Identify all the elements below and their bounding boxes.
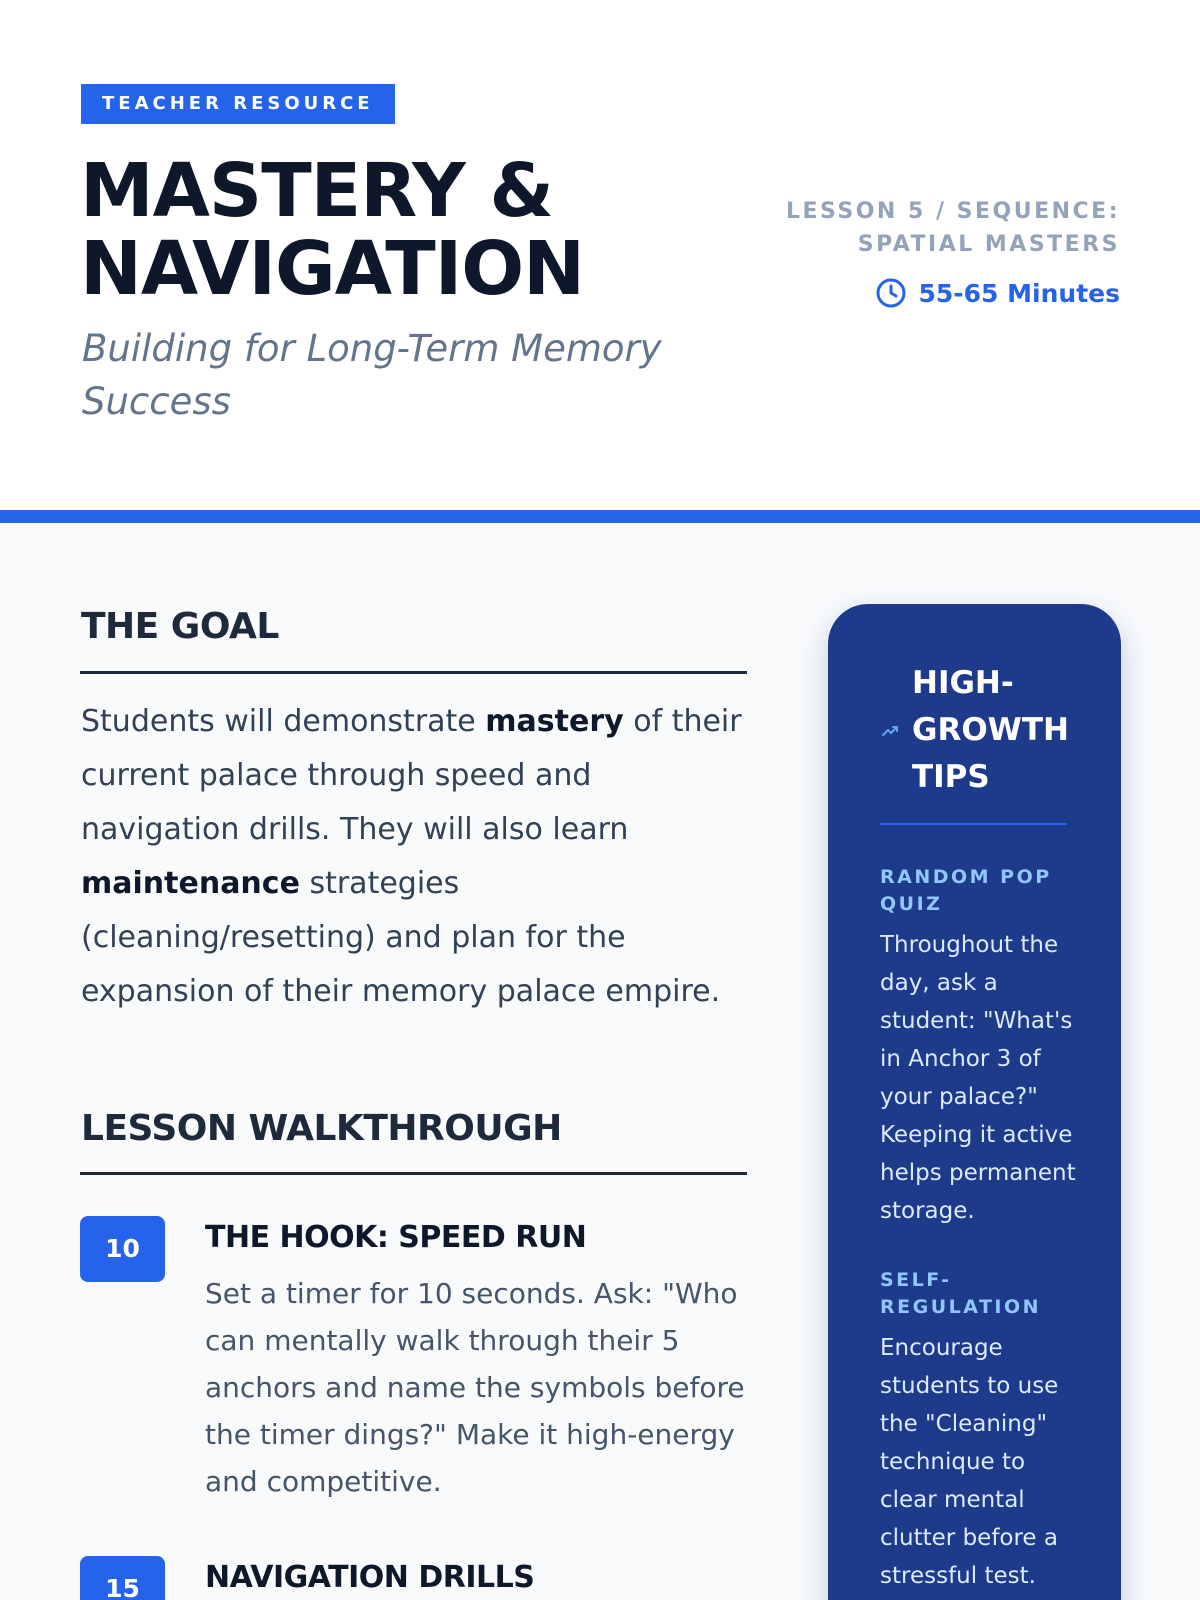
- tip-body: Throughout the day, ask a student: "What's in Anchor 3 of your palace?" Keeping it active helps permanent storage.: [880, 932, 1076, 1224]
- lesson-sequence-name: SPATIAL MASTERS: [857, 232, 1120, 257]
- step-minutes-badge: 15: [80, 1556, 165, 1600]
- step-title: NAVIGATION DRILLS: [205, 1560, 535, 1595]
- goal-heading: THE GOAL: [81, 606, 279, 647]
- goal-text-part-3: strategies (cleaning/resetting) and plan for the expansion of their memory palace empire.: [81, 866, 721, 1009]
- title-line-2: NAVIGATION: [80, 226, 585, 312]
- lesson-duration: [760, 277, 1120, 309]
- tips-title: HIGH-GROWTH TIPS: [912, 665, 1069, 795]
- tip-label: RANDOM POP QUIZ: [880, 866, 1052, 915]
- tips-header: [880, 660, 1100, 801]
- tip-label: SELF-REGULATION: [880, 1269, 1042, 1318]
- lesson-sequence-line: LESSON 5 / SEQUENCE:: [785, 199, 1120, 224]
- walkthrough-heading-rule: [80, 1172, 747, 1175]
- header-divider: [0, 510, 1200, 523]
- walkthrough-heading: LESSON WALKTHROUGH: [81, 1108, 562, 1149]
- step-title: THE HOOK: SPEED RUN: [205, 1220, 587, 1255]
- goal-text: [81, 695, 751, 1019]
- resource-badge: TEACHER RESOURCE: [81, 84, 395, 124]
- trending-up-icon: [880, 720, 902, 742]
- goal-text-part-1: Students will demonstrate: [81, 704, 486, 739]
- goal-bold-mastery: mastery: [485, 704, 624, 739]
- tips-sidebar: [828, 604, 1121, 1600]
- tips-divider: [880, 823, 1067, 825]
- duration-text: 55-65 Minutes: [918, 278, 1120, 308]
- step-description: Set a timer for 10 seconds. Ask: "Who can mentally walk through their 5 anchors and name the symbols before the timer dings?" Make it high-energy and competitive.: [205, 1277, 745, 1498]
- page-title: [80, 148, 760, 312]
- page-subtitle: Building for Long-Term Memory Success: [82, 327, 662, 423]
- page-header: [0, 0, 1200, 510]
- lesson-meta: [760, 195, 1120, 309]
- clock-icon: [875, 277, 907, 309]
- step-minutes-badge: 10: [80, 1216, 165, 1282]
- tip-body: Encourage students to use the "Cleaning" technique to clear mental clutter before a stressful test.: [880, 1335, 1059, 1589]
- tip-item: [880, 1267, 1080, 1595]
- tip-item: [880, 864, 1080, 1230]
- title-line-1: MASTERY &: [80, 148, 554, 234]
- goal-heading-rule: [80, 671, 747, 674]
- goal-bold-maintenance: maintenance: [81, 866, 300, 901]
- goal-text-part-2: of their current palace through speed and navigation drills. They will also learn: [81, 704, 742, 847]
